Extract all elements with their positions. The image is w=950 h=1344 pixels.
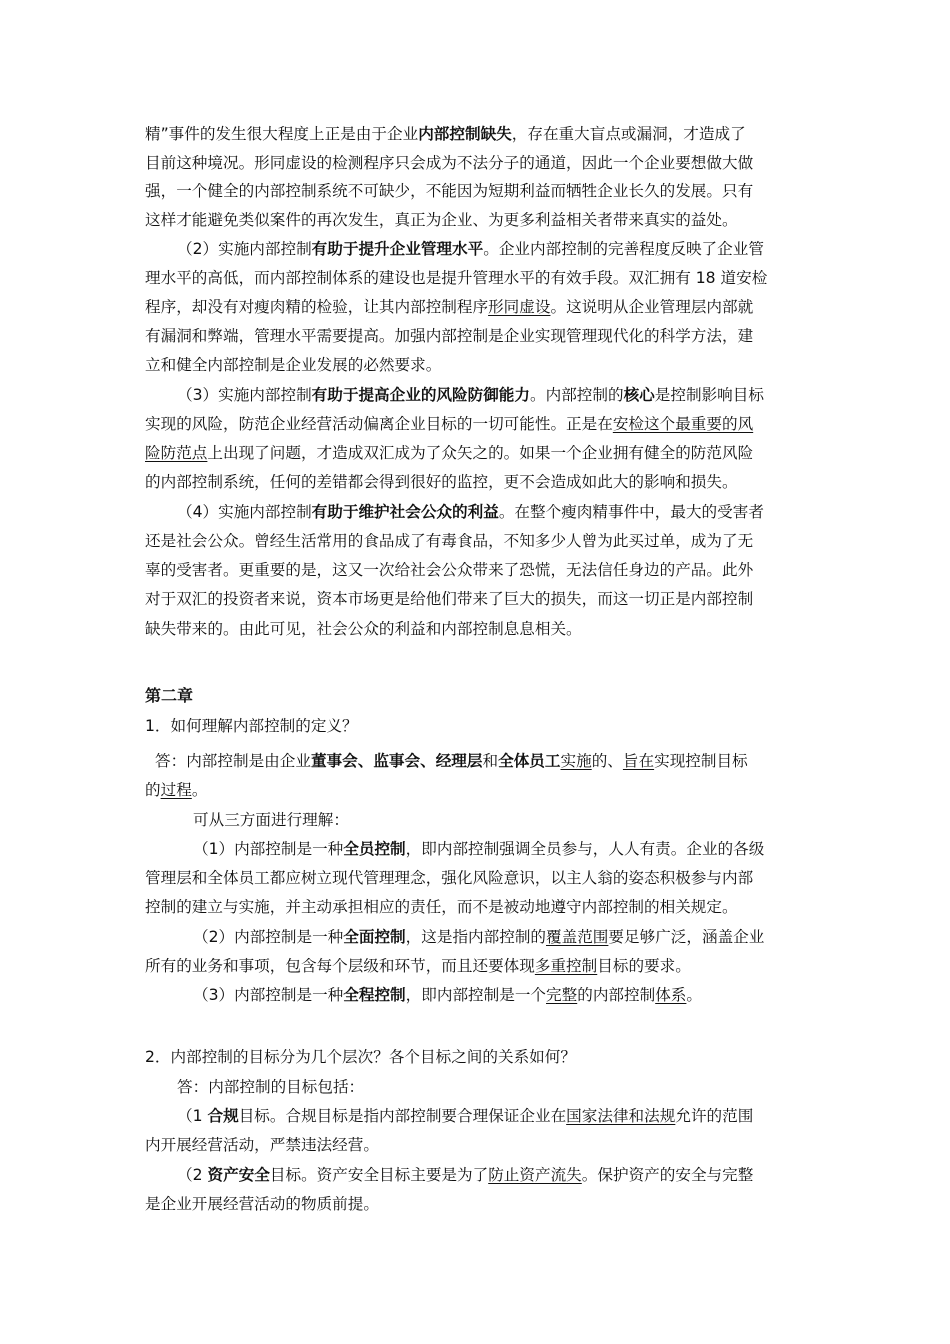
text-segment: 控制的建立与实施，并主动承担相应的责任，而不是被动地遵守内部控制的相关规定。 xyxy=(145,898,738,916)
text-segment: 内开展经营活动，严禁违法经营。 xyxy=(145,1136,379,1154)
text-segment: 可从三方面进行理解： xyxy=(193,811,349,829)
text-segment: 的 xyxy=(145,781,161,799)
answer-2 xyxy=(177,1077,364,1097)
text-segment: （1）内部控制是一种 xyxy=(193,840,344,858)
text-segment: 强，一个健全的内部控制系统不可缺少，不能因为短期利益而牺牲企业长久的发展。只有 xyxy=(145,182,754,200)
underlined-text: 旨在 xyxy=(622,752,655,770)
text-line xyxy=(145,780,207,800)
point-1 xyxy=(193,839,764,859)
text-segment: 。内部控制的 xyxy=(530,386,624,404)
text-line xyxy=(145,589,753,609)
text-line xyxy=(145,472,738,492)
text-segment: 是控制影响目标 xyxy=(654,386,764,404)
text-segment: 目标的要求。 xyxy=(597,957,691,975)
text-segment: 实现的风险，防范企业经营活动偏离企业目标的一切可能性。正是在 xyxy=(145,415,613,433)
text-segment: 管理层和全体员工都应树立现代管理理念，强化风险意识，以主人翁的姿态积极参与内部 xyxy=(145,869,754,887)
text-segment: 的内部控制系统，任何的差错都会得到很好的监控，更不会造成如此大的影响和损失。 xyxy=(145,473,738,491)
underlined-text: 安检这个最重要的风 xyxy=(612,415,754,433)
underlined-text: 覆盖范围 xyxy=(546,928,609,946)
bold-text: 全员控制 xyxy=(343,840,406,858)
text-segment: 。保护资产的安全与完整 xyxy=(581,1166,754,1184)
text-line xyxy=(145,414,753,434)
text-segment: 2．内部控制的目标分为几个层次？各个目标之间的关系如何？ xyxy=(145,1048,576,1066)
text-segment: 目标。合规目标是指内部控制要合理保证企业在 xyxy=(238,1107,567,1125)
text-segment: （4）实施内部控制 xyxy=(177,503,312,521)
text-segment: ，即内部控制是一个 xyxy=(405,986,547,1004)
text-segment: 。 xyxy=(191,781,208,799)
underlined-text: 险防范点 xyxy=(145,444,208,462)
question-1 xyxy=(145,716,358,736)
underlined-text: 实施 xyxy=(560,752,592,770)
text-segment: （2）实施内部控制 xyxy=(177,240,312,258)
text-line xyxy=(145,956,691,976)
question-2 xyxy=(145,1047,576,1067)
text-segment: 还是社会公众。曾经生活常用的食品成了有毒食品，不知多少人曾为此买过单，成为了无 xyxy=(145,532,754,550)
text-line xyxy=(145,124,746,144)
text-line xyxy=(145,297,753,317)
text-segment: 的内部控制 xyxy=(577,986,656,1004)
text-segment: 目标。资产安全目标主要是为了 xyxy=(269,1166,489,1184)
paragraph-4 xyxy=(177,502,764,522)
text-segment: （2）内部控制是一种 xyxy=(193,928,344,946)
text-segment: ，即内部控制强调全员参与，人人有责。企业的各级 xyxy=(405,840,765,858)
text-line xyxy=(145,181,753,201)
text-segment: 对于双汇的投资者来说，资本市场更是给他们带来了巨大的损失，而这一切正是内部控制 xyxy=(145,590,754,608)
bold-text: 全体员工 xyxy=(498,752,561,770)
text-segment: 目前这种境况。形同虚设的检测程序只会成为不法分子的通道，因此一个企业要想做大做 xyxy=(145,154,754,172)
text-line xyxy=(145,1135,379,1155)
underlined-text: 国家法律和法规 xyxy=(566,1107,676,1125)
bold-text: 全面控制 xyxy=(343,928,406,946)
text-segment: 所有的业务和事项，包含每个层级和环节，而且还要体现 xyxy=(145,957,535,975)
text-line xyxy=(145,443,753,463)
text-segment: 缺失带来的。由此可见，社会公众的利益和内部控制息息相关。 xyxy=(145,620,582,638)
text-segment: ，这是指内部控制的 xyxy=(405,928,547,946)
text-line xyxy=(145,268,767,288)
text-segment: 答：内部控制是由企业 xyxy=(155,752,311,770)
text-line xyxy=(145,868,753,888)
text-segment: （2 xyxy=(177,1166,208,1184)
text-segment: 。这说明从企业管理层内部就 xyxy=(550,298,754,316)
underlined-text: 防止资产流失 xyxy=(488,1166,582,1184)
text-segment: 要足够广泛，涵盖企业 xyxy=(608,928,765,946)
text-segment: 有漏洞和弊端，管理水平需要提高。加强内部控制是企业实现管理现代化的科学方法，建 xyxy=(145,327,754,345)
goal-2 xyxy=(177,1165,753,1185)
underlined-text: 完整 xyxy=(546,986,578,1004)
text-line xyxy=(145,531,753,551)
text-segment: 允许的范围 xyxy=(675,1107,754,1125)
paragraph-2 xyxy=(177,239,764,259)
goal-1 xyxy=(177,1106,753,1126)
text-segment: （3）实施内部控制 xyxy=(177,386,312,404)
underlined-text: 过程 xyxy=(160,781,192,799)
point-2 xyxy=(193,927,764,947)
point-3 xyxy=(193,985,702,1005)
underlined-text: 体系 xyxy=(655,986,687,1004)
bold-text: 有助于提升企业管理水平 xyxy=(311,240,484,258)
text-segment: 这样才能避免类似案件的再次发生，真正为企业、为更多利益相关者带来真实的益处。 xyxy=(145,211,738,229)
text-segment: 实现控制目标 xyxy=(654,752,748,770)
paragraph-3 xyxy=(177,385,764,405)
underlined-text: 多重控制 xyxy=(534,957,598,975)
answer-1 xyxy=(155,751,748,771)
text-segment: 理水平的高低，而内部控制体系的建设也是提升管理水平的有效手段。双汇拥有 18 道安检 xyxy=(145,269,768,287)
text-line xyxy=(145,326,753,346)
bold-text: 有助于提高企业的风险防御能力 xyxy=(311,386,530,404)
bold-text: 全程控制 xyxy=(343,986,406,1004)
underlined-text: 形同虚设 xyxy=(488,298,551,316)
text-line xyxy=(145,153,753,173)
bold-text: 内部控制缺失 xyxy=(418,125,512,143)
text-segment: （3）内部控制是一种 xyxy=(193,986,344,1004)
text-line xyxy=(145,210,738,230)
text-line xyxy=(145,355,441,375)
text-segment: 上出现了问题，才造成双汇成为了众矢之的。如果一个企业拥有健全的防范风险 xyxy=(207,444,754,462)
text-segment: 辜的受害者。更重要的是，这又一次给社会公众带来了恐慌，无法信任身边的产品。此外 xyxy=(145,561,754,579)
text-segment: 答：内部控制的目标包括： xyxy=(177,1078,365,1096)
text-segment: 。企业内部控制的完善程度反映了企业管 xyxy=(483,240,764,258)
text-segment: 精”事件的发生很大程度上正是由于企业 xyxy=(145,125,419,143)
text-line xyxy=(193,810,349,830)
bold-text: 有助于维护社会公众的利益 xyxy=(311,503,499,521)
bold-text: 董事会、监事会、经理层 xyxy=(310,752,483,770)
text-segment: 。 xyxy=(686,986,703,1004)
text-segment: 程序，却没有对瘦肉精的检验，让其内部控制程序 xyxy=(145,298,489,316)
text-line xyxy=(145,1194,379,1214)
bold-text: 合规 xyxy=(207,1107,239,1125)
text-segment: ，存在重大盲点或漏洞，才造成了 xyxy=(511,125,746,143)
text-line xyxy=(145,897,738,917)
text-segment: 的、 xyxy=(591,752,623,770)
chapter-heading xyxy=(145,686,193,706)
text-segment: 立和健全内部控制是企业发展的必然要求。 xyxy=(145,356,442,374)
text-segment: 和 xyxy=(482,752,499,770)
text-segment: 是企业开展经营活动的物质前提。 xyxy=(145,1195,379,1213)
text-line xyxy=(145,560,753,580)
text-segment: 。在整个瘦肉精事件中，最大的受害者 xyxy=(498,503,764,521)
text-line xyxy=(145,619,582,639)
text-segment: （1 xyxy=(177,1107,208,1125)
bold-text: 核心 xyxy=(623,386,655,404)
text-segment: 1．如何理解内部控制的定义？ xyxy=(145,717,358,735)
bold-text: 第二章 xyxy=(145,686,194,705)
bold-text: 资产安全 xyxy=(207,1166,270,1184)
